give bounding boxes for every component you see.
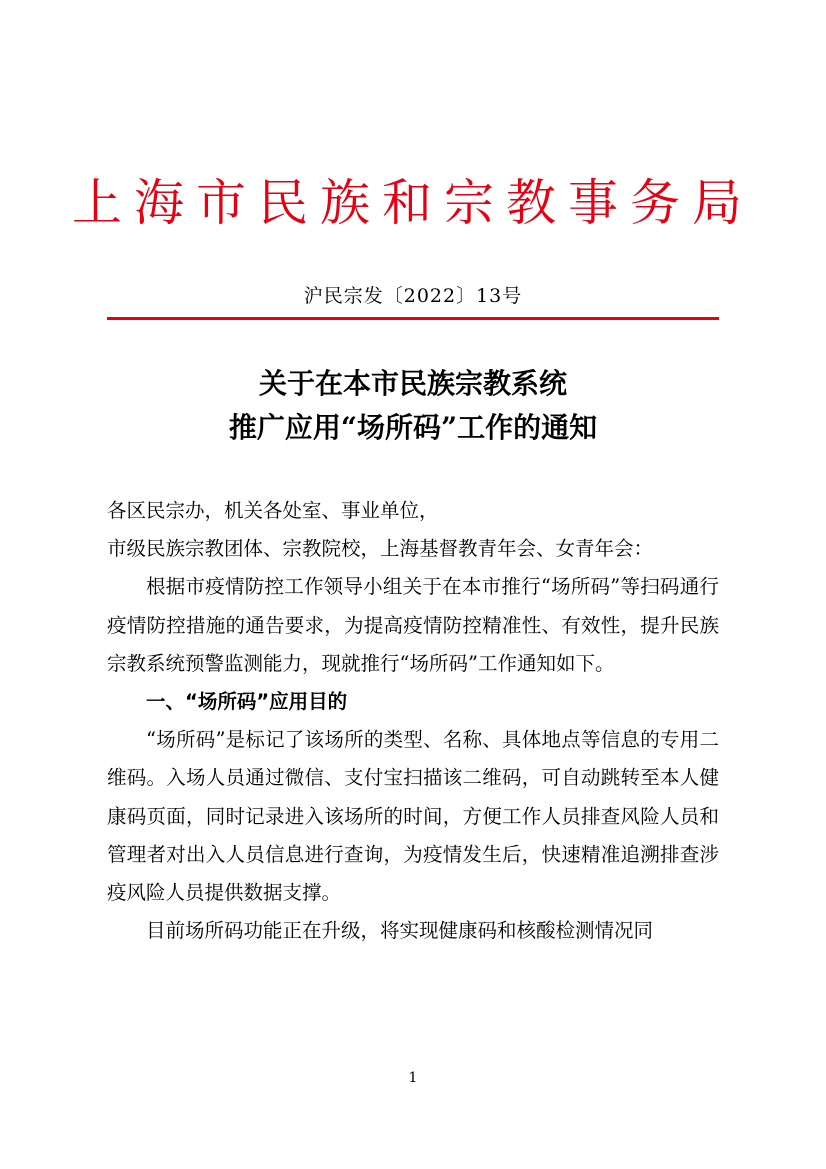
intro-paragraph: 根据市疫情防控工作领导小组关于在本市推行“场所码”等扫码通行疫情防控措施的通告要求，为提高疫情防控精准性、有效性，提升民族宗教系统预警监测能力，现就推行“场所码”工作通知如下。 [107,575,719,675]
section-1-paragraph-2: 目前场所码功能正在升级，将实现健康码和核酸检测情况同 [146,919,654,943]
document-title [0,362,826,450]
recipients-line-1: 各区民宗办，机关各处室、事业单位， [107,499,439,522]
document-body [107,492,719,950]
page-number: 1 [408,1070,418,1086]
red-separator-line [107,317,719,320]
issuing-organization: 上海市民族和宗教事务局 [72,174,754,232]
section-1-paragraph-1: “场所码”是标记了该场所的类型、名称、具体地点等信息的专用二维码。入场人员通过微信、支付宝扫描该二维码，可自动跳转至本人健康码页面，同时记录进入该场所的时间，方便工作人员排查风险人员和管理者对出入人员信息进行查询，为疫情发生后，快速精准追溯排查涉疫风险人员提供数据支撑。 [107,728,719,905]
title-line-1: 关于在本市民族宗教系统 [258,367,567,400]
document-number: 沪民宗发〔2022〕13号 [303,285,523,307]
recipients-line-2: 市级民族宗教团体、宗教院校，上海基督教青年会、女青年会： [107,537,654,561]
section-heading-1: 一、“场所码”应用目的 [146,690,348,714]
title-line-2: 推广应用“场所码”工作的通知 [228,411,598,444]
